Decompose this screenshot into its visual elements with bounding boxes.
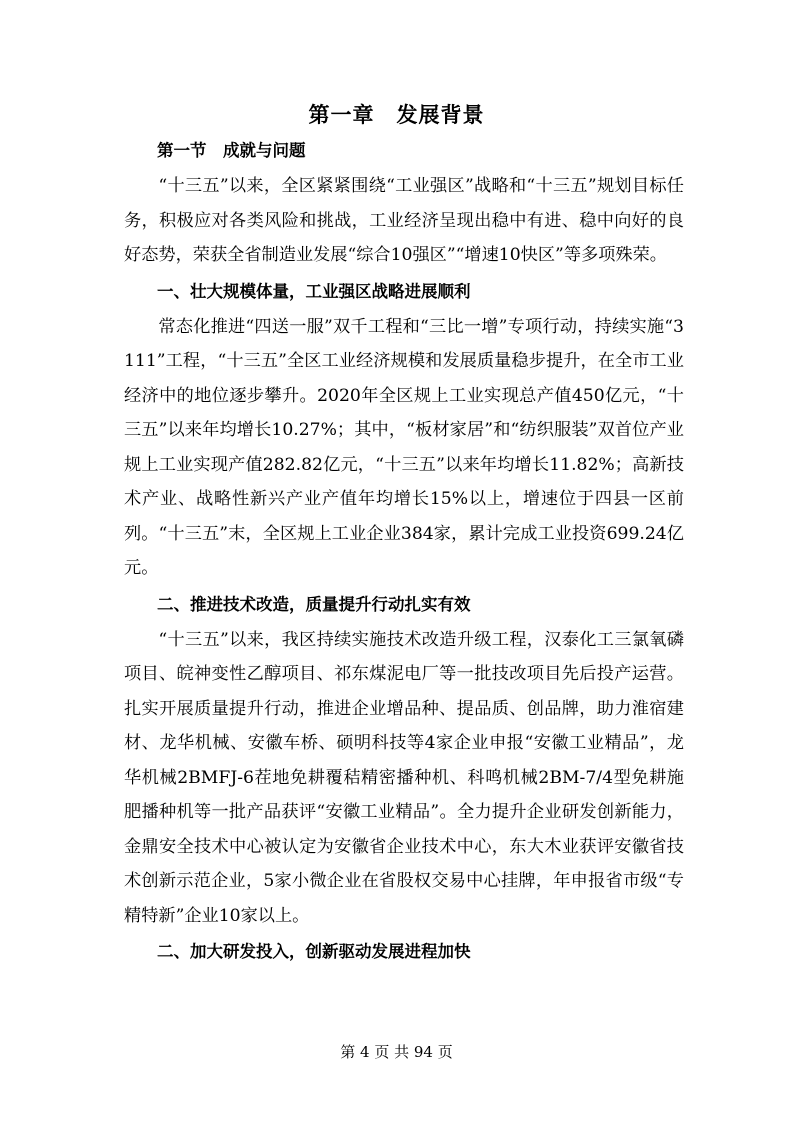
paragraph-technical-upgrade: “十三五”以来，我区持续实施技术改造升级工程，汉泰化工三氯氧磷项目、皖神变性乙醇项目、祁东煤泥电厂等一批技改项目先后投产运营。扎实开展质量提升行动，推进企业增品种、提品质、创品牌，助力淮宿建材、龙华机械、安徽车桥、硕明科技等4家企业申报“安徽工业精品”，龙华机械2BMFJ-6茬地免耕覆秸精密播种机、科鸣机械2BM-7/4型免耕施肥播种机等一批产品获评“安徽工业精品”。全力提升企业研发创新能力，金鼎安全技术中心被认定为安徽省企业技术中心，东大木业获评安徽省技术创新示范企业，5家小微企业在省股权交易中心挂牌，年申报省市级“专精特新”企业10家以上。 — [124, 629, 684, 926]
chapter-title: 第一章 发展背景 — [308, 103, 485, 127]
page-number-footer: 第 4 页 共 94 页 — [340, 1043, 453, 1061]
paragraph-scale-expansion: 常态化推进“四送一服”双千工程和“三比一增”专项行动，持续实施“3111”工程，“十三五”全区工业经济规模和发展质量稳步提升，在全市工业经济中的地位逐步攀升。2020年全区规上工业实现总产值450亿元，“十三五”以来年均增长10.27%；其中，“板材家居”和“纺织服装”双首位产业规上工业实现产值282.82亿元，“十三五”以来年均增长11.82%；高新技术产业、战略性新兴产业产值年均增长15%以上，增速位于四县一区前列。“十三五”末，全区规上工业企业384家，累计完成工业投资699.24亿元。 — [124, 316, 684, 578]
heading-scale-expansion: 一、壮大规模体量，工业强区战略进展顺利 — [157, 281, 471, 301]
intro-paragraph: “十三五”以来，全区紧紧围绕“工业强区”战略和“十三五”规划目标任务，积极应对各类风险和挑战，工业经济呈现出稳中有进、稳中向好的良好态势，荣获全省制造业发展“综合10强区”“增速10快区”等多项殊荣。 — [124, 176, 684, 265]
page-content — [124, 132, 684, 970]
heading-technical-upgrade: 二、推进技术改造，质量提升行动扎实有效 — [157, 594, 471, 614]
section-title: 第一节 成就与问题 — [157, 141, 306, 160]
heading-rd-investment: 二、加大研发投入，创新驱动发展进程加快 — [157, 942, 471, 961]
